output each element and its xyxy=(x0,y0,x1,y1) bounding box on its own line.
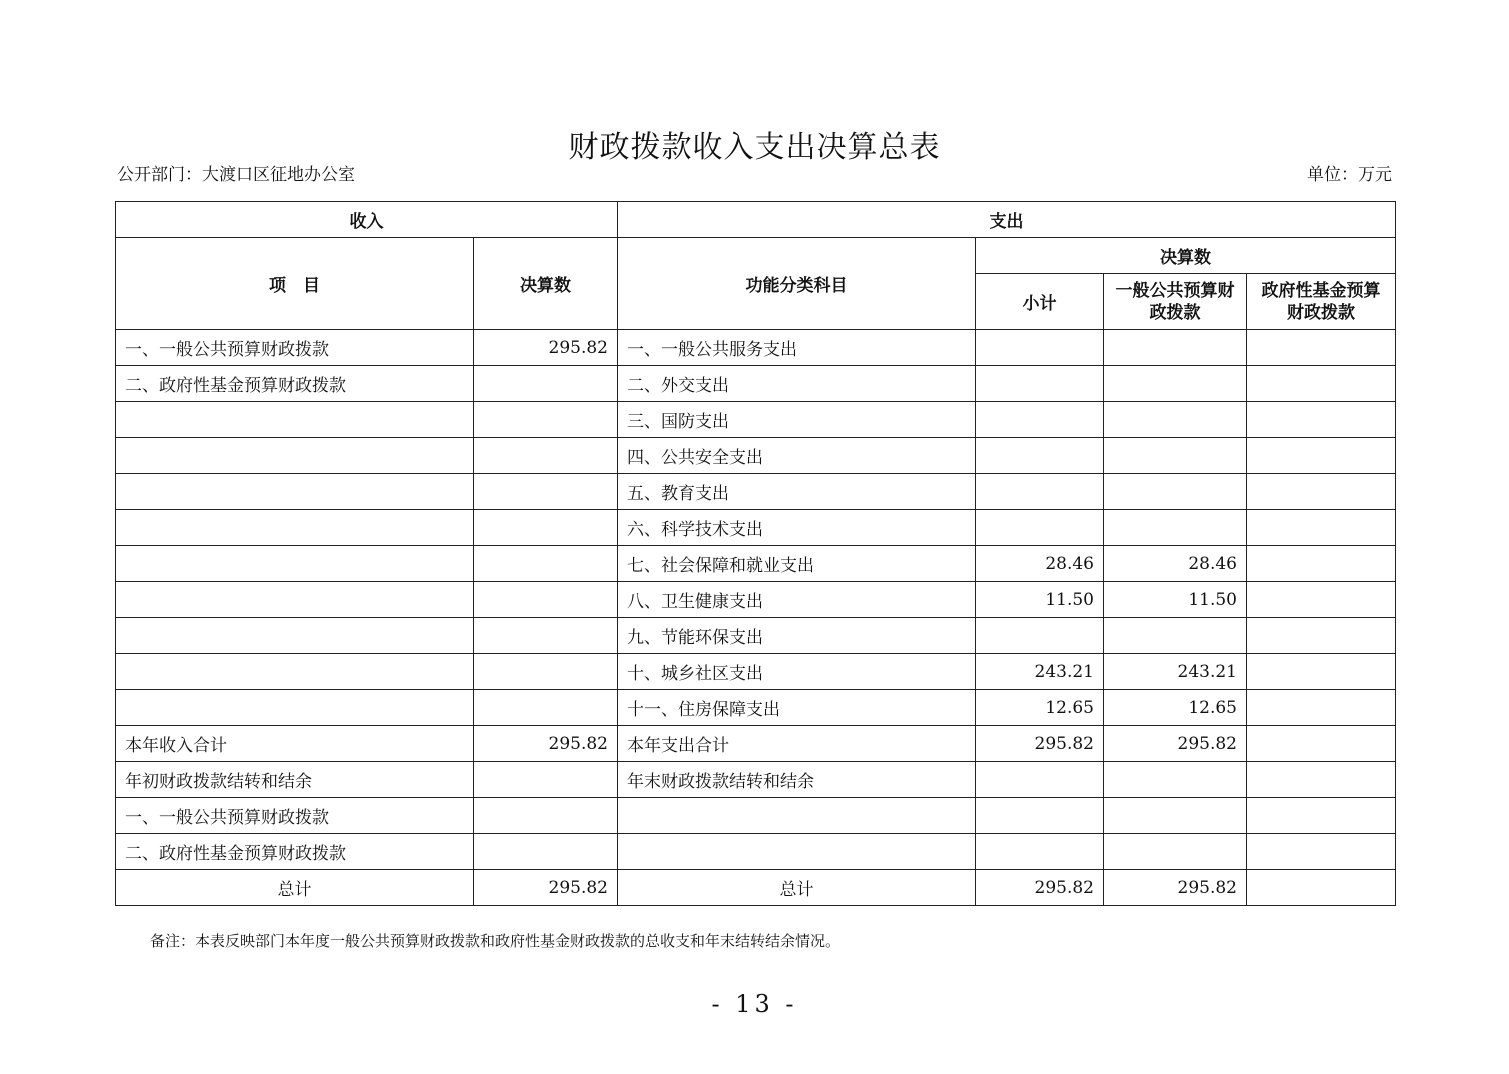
expense-item-cell: 年末财政拨款结转和结余 xyxy=(618,762,976,798)
income-item-cell xyxy=(116,618,474,654)
income-item-cell xyxy=(116,654,474,690)
income-amount-cell xyxy=(474,474,618,510)
table-row xyxy=(116,402,1396,438)
unit-label: 单位：万元 xyxy=(1307,165,1392,185)
subtotal-cell xyxy=(976,762,1104,798)
subtotal-header: 小计 xyxy=(976,274,1104,330)
income-amount-cell xyxy=(474,798,618,834)
expense-item-cell xyxy=(618,798,976,834)
subtotal-cell xyxy=(976,834,1104,870)
subtotal-cell xyxy=(976,510,1104,546)
income-amount-cell xyxy=(474,762,618,798)
table-row xyxy=(116,618,1396,654)
gov-fund-cell xyxy=(1247,654,1396,690)
item-header: 项 目 xyxy=(116,238,474,330)
general-budget-cell: 11.50 xyxy=(1104,582,1247,618)
table-row xyxy=(116,438,1396,474)
general-budget-cell xyxy=(1104,438,1247,474)
total-row xyxy=(116,870,1396,906)
income-item-cell: 一、一般公共预算财政拨款 xyxy=(116,798,474,834)
subtotal-cell: 12.65 xyxy=(976,690,1104,726)
table-row xyxy=(116,690,1396,726)
income-item-cell xyxy=(116,690,474,726)
total-income-label: 总计 xyxy=(116,870,474,906)
table-row xyxy=(116,654,1396,690)
income-item-cell: 二、政府性基金预算财政拨款 xyxy=(116,834,474,870)
general-budget-cell: 28.46 xyxy=(1104,546,1247,582)
income-item-cell xyxy=(116,546,474,582)
table-row xyxy=(116,510,1396,546)
income-item-cell: 一、一般公共预算财政拨款 xyxy=(116,330,474,366)
financial-table xyxy=(115,201,1396,906)
gov-fund-cell xyxy=(1247,330,1396,366)
expense-item-cell: 十一、住房保障支出 xyxy=(618,690,976,726)
gov-fund-cell xyxy=(1247,726,1396,762)
footnote: 备注：本表反映部门本年度一般公共预算财政拨款和政府性基金财政拨款的总收支和年末结转结余情况。 xyxy=(150,932,841,950)
income-item-cell xyxy=(116,438,474,474)
gov-fund-cell xyxy=(1247,690,1396,726)
general-budget-cell xyxy=(1104,474,1247,510)
income-amount-cell: 295.82 xyxy=(474,726,618,762)
gov-fund-cell xyxy=(1247,546,1396,582)
income-header: 收入 xyxy=(116,202,618,238)
expense-item-cell: 五、教育支出 xyxy=(618,474,976,510)
income-amount-cell xyxy=(474,582,618,618)
income-amount-cell xyxy=(474,546,618,582)
income-amount-cell xyxy=(474,366,618,402)
table-row xyxy=(116,762,1396,798)
general-budget-header: 一般公共预算财政拨款 xyxy=(1104,274,1247,330)
total-expense-label: 总计 xyxy=(618,870,976,906)
gov-fund-cell xyxy=(1247,798,1396,834)
gov-fund-header: 政府性基金预算财政拨款 xyxy=(1247,274,1396,330)
subtotal-cell: 243.21 xyxy=(976,654,1104,690)
subtotal-cell xyxy=(976,474,1104,510)
gov-fund-cell xyxy=(1247,618,1396,654)
expense-item-cell: 六、科学技术支出 xyxy=(618,510,976,546)
gov-fund-cell xyxy=(1247,474,1396,510)
expense-item-cell: 九、节能环保支出 xyxy=(618,618,976,654)
page-number: - 13 - xyxy=(711,990,798,1018)
general-budget-cell xyxy=(1104,618,1247,654)
expense-item-cell: 十、城乡社区支出 xyxy=(618,654,976,690)
page-title: 财政拨款收入支出决算总表 xyxy=(568,130,941,165)
gov-fund-cell xyxy=(1247,510,1396,546)
total-income-amount: 295.82 xyxy=(474,870,618,906)
gov-fund-cell xyxy=(1247,438,1396,474)
subtotal-cell: 11.50 xyxy=(976,582,1104,618)
income-item-cell xyxy=(116,474,474,510)
department-label: 公开部门：大渡口区征地办公室 xyxy=(117,165,355,185)
general-budget-cell: 243.21 xyxy=(1104,654,1247,690)
income-amount-cell xyxy=(474,510,618,546)
income-item-cell: 二、政府性基金预算财政拨款 xyxy=(116,366,474,402)
table-row xyxy=(116,582,1396,618)
income-amount-cell xyxy=(474,834,618,870)
income-amount-cell xyxy=(474,654,618,690)
table-row xyxy=(116,834,1396,870)
income-amount-cell xyxy=(474,438,618,474)
general-budget-cell xyxy=(1104,402,1247,438)
general-budget-cell: 12.65 xyxy=(1104,690,1247,726)
general-budget-cell: 295.82 xyxy=(1104,726,1247,762)
income-amount-cell xyxy=(474,618,618,654)
income-item-cell xyxy=(116,402,474,438)
income-amount-cell: 295.82 xyxy=(474,330,618,366)
income-item-cell xyxy=(116,510,474,546)
expense-item-cell: 一、一般公共服务支出 xyxy=(618,330,976,366)
expense-item-cell: 八、卫生健康支出 xyxy=(618,582,976,618)
table-row xyxy=(116,798,1396,834)
expense-item-cell: 三、国防支出 xyxy=(618,402,976,438)
subtotal-cell xyxy=(976,402,1104,438)
total-general-budget: 295.82 xyxy=(1104,870,1247,906)
income-amount-cell xyxy=(474,402,618,438)
subtotal-cell xyxy=(976,618,1104,654)
subtotal-cell xyxy=(976,366,1104,402)
total-gov-fund xyxy=(1247,870,1396,906)
subtotal-cell xyxy=(976,438,1104,474)
table-row xyxy=(116,474,1396,510)
subtotal-cell xyxy=(976,798,1104,834)
subtotal-cell: 28.46 xyxy=(976,546,1104,582)
general-budget-cell xyxy=(1104,798,1247,834)
income-amount-cell xyxy=(474,690,618,726)
expense-item-cell: 七、社会保障和就业支出 xyxy=(618,546,976,582)
table-row xyxy=(116,366,1396,402)
general-budget-cell xyxy=(1104,330,1247,366)
gov-fund-cell xyxy=(1247,834,1396,870)
expense-item-cell: 四、公共安全支出 xyxy=(618,438,976,474)
income-item-cell: 年初财政拨款结转和结余 xyxy=(116,762,474,798)
amount-header: 决算数 xyxy=(474,238,618,330)
final-amount-header: 决算数 xyxy=(976,238,1396,274)
income-item-cell: 本年收入合计 xyxy=(116,726,474,762)
table-row xyxy=(116,726,1396,762)
function-category-header: 功能分类科目 xyxy=(618,238,976,330)
expense-item-cell: 二、外交支出 xyxy=(618,366,976,402)
gov-fund-cell xyxy=(1247,402,1396,438)
expense-header: 支出 xyxy=(618,202,1396,238)
table-row xyxy=(116,330,1396,366)
table-row xyxy=(116,546,1396,582)
subtotal-cell xyxy=(976,330,1104,366)
general-budget-cell xyxy=(1104,366,1247,402)
expense-item-cell: 本年支出合计 xyxy=(618,726,976,762)
subtotal-cell: 295.82 xyxy=(976,726,1104,762)
general-budget-cell xyxy=(1104,510,1247,546)
general-budget-cell xyxy=(1104,834,1247,870)
total-subtotal: 295.82 xyxy=(976,870,1104,906)
income-item-cell xyxy=(116,582,474,618)
gov-fund-cell xyxy=(1247,366,1396,402)
general-budget-cell xyxy=(1104,762,1247,798)
gov-fund-cell xyxy=(1247,582,1396,618)
gov-fund-cell xyxy=(1247,762,1396,798)
expense-item-cell xyxy=(618,834,976,870)
